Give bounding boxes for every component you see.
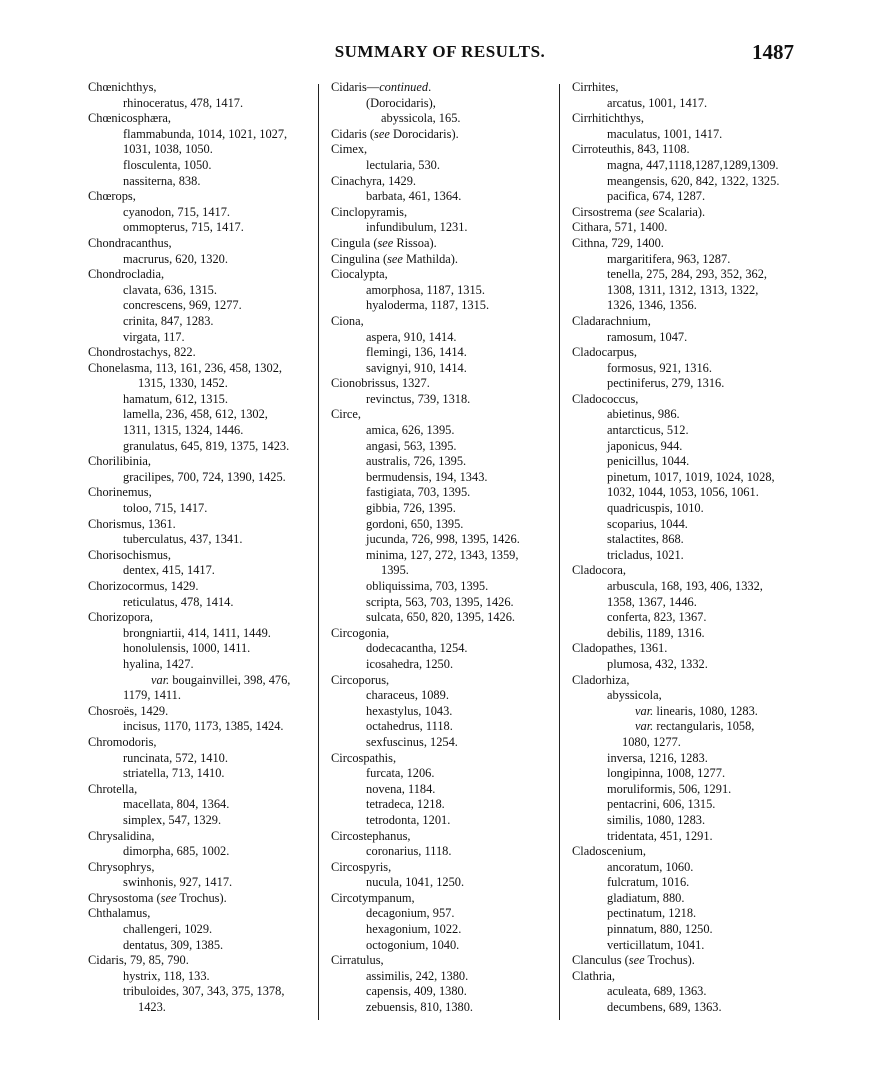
index-heading: Cinclopyramis, xyxy=(331,204,408,219)
index-subentry: macellata, 804, 1364. xyxy=(123,797,230,812)
index-subentry: dentex, 415, 1417. xyxy=(123,563,215,578)
index-subentry: 1315, 1330, 1452. xyxy=(138,376,228,391)
index-subentry: stalactites, 868. xyxy=(607,532,684,547)
index-heading: Cladocora, xyxy=(572,563,627,578)
index-subentry: maculatus, 1001, 1417. xyxy=(607,126,723,141)
index-heading: Circospyris, xyxy=(331,859,392,874)
index-subentry: octahedrus, 1118. xyxy=(366,719,453,734)
index-subentry: dentatus, 309, 1385. xyxy=(123,937,224,952)
index-subentry: 1326, 1346, 1356. xyxy=(607,298,697,313)
index-subentry: reticulatus, 478, 1414. xyxy=(123,594,234,609)
index-heading: Chœnichthys, xyxy=(88,80,157,94)
index-subentry: barbata, 461, 1364. xyxy=(366,189,462,204)
index-subentry: savignyi, 910, 1414. xyxy=(366,360,467,375)
index-subentry: tenella, 275, 284, 293, 352, 362, xyxy=(607,267,768,282)
index-heading: Cingula (see Rissoa). xyxy=(331,235,437,250)
index-subentry: hamatum, 612, 1315. xyxy=(123,391,228,406)
index-subentry: pectinatum, 1218. xyxy=(607,906,697,921)
index-subentry: amica, 626, 1395. xyxy=(366,423,455,438)
index-subentry: arbuscula, 168, 193, 406, 1332, xyxy=(607,579,763,593)
index-heading: Chrysophrys, xyxy=(88,859,155,874)
index-subentry: granulatus, 645, 819, 1375, 1423. xyxy=(123,438,290,453)
index-subentry: virgata, 117. xyxy=(123,329,185,344)
index-subentry: inversa, 1216, 1283. xyxy=(607,750,708,765)
index-subentry: zebuensis, 810, 1380. xyxy=(366,1000,474,1015)
index-heading: Chœrops, xyxy=(88,189,136,204)
index-subentry: verticillatum, 1041. xyxy=(607,937,705,952)
index-heading: Circe, xyxy=(331,407,361,422)
index-subentry: decagonium, 957. xyxy=(366,906,455,921)
index-subentry: clavata, 636, 1315. xyxy=(123,282,217,297)
index-subentry: bermudensis, 194, 1343. xyxy=(366,469,488,484)
index-subentry: minima, 127, 272, 1343, 1359, xyxy=(366,547,519,562)
index-subentry: incisus, 1170, 1173, 1385, 1424. xyxy=(123,719,284,734)
index-heading: Cirsostrema (see Scalaria). xyxy=(572,204,706,219)
index-heading: Chthalamus, xyxy=(88,906,151,921)
index-subentry: var. linearis, 1080, 1283. xyxy=(635,703,758,718)
index-subentry: aspera, 910, 1414. xyxy=(366,329,457,344)
index-subentry: dodecacantha, 1254. xyxy=(366,641,468,656)
index-subentry: tridentata, 451, 1291. xyxy=(607,828,713,843)
index-heading: Cladococcus, xyxy=(572,391,639,406)
index-heading: Cirroteuthis, 843, 1108. xyxy=(572,142,690,157)
index-heading: Circotympanum, xyxy=(331,890,415,905)
index-subentry: octogonium, 1040. xyxy=(366,937,460,952)
index-subentry: flosculenta, 1050. xyxy=(123,157,212,172)
index-subentry: antarcticus, 512. xyxy=(607,423,689,438)
index-subentry: runcinata, 572, 1410. xyxy=(123,750,228,765)
index-subentry: scoparius, 1044. xyxy=(607,516,688,531)
index-subentry: jucunda, 726, 998, 1395, 1426. xyxy=(366,532,520,547)
index-heading: Chorinemus, xyxy=(88,485,152,500)
index-heading: Cladopathes, 1361. xyxy=(572,641,668,656)
index-heading: Chorisochismus, xyxy=(88,547,171,562)
index-subentry: honolulensis, 1000, 1411. xyxy=(123,641,251,656)
index-subentry: pacifica, 674, 1287. xyxy=(607,189,706,204)
index-column-2 xyxy=(331,80,553,1016)
index-subentry: arcatus, 1001, 1417. xyxy=(607,95,708,110)
index-heading: Circospathis, xyxy=(331,750,397,765)
index-subentry: hyaloderma, 1187, 1315. xyxy=(366,298,490,313)
index-subentry: var. rectangularis, 1058, xyxy=(635,719,755,734)
index-heading: Cithna, 729, 1400. xyxy=(572,235,664,250)
index-subentry: gladiatum, 880. xyxy=(607,890,685,905)
index-subentry: 1080, 1277. xyxy=(622,734,681,749)
index-heading: Circoporus, xyxy=(331,672,390,687)
index-subentry: lamella, 236, 458, 612, 1302, xyxy=(123,407,268,422)
index-subentry: swinhonis, 927, 1417. xyxy=(123,875,233,890)
index-subentry: nucula, 1041, 1250. xyxy=(366,875,465,890)
index-subentry: formosus, 921, 1316. xyxy=(607,360,712,375)
index-heading: Chrysalidina, xyxy=(88,828,155,843)
index-heading: Cidaris—continued. xyxy=(331,80,432,94)
index-heading: Chorizopora, xyxy=(88,610,154,625)
index-subentry: 1395. xyxy=(381,563,409,578)
index-subentry: coronarius, 1118. xyxy=(366,844,452,859)
index-subentry: pinetum, 1017, 1019, 1024, 1028, xyxy=(607,469,775,484)
index-column-3 xyxy=(572,80,804,1016)
index-subentry: 1179, 1411. xyxy=(123,688,181,703)
index-subentry: gibbia, 726, 1395. xyxy=(366,501,456,516)
index-subentry: pentacrini, 606, 1315. xyxy=(607,797,716,812)
index-subentry: hyalina, 1427. xyxy=(123,656,194,671)
index-heading: Cidaris (see Dorocidaris). xyxy=(331,126,459,141)
index-heading: Chorizocormus, 1429. xyxy=(88,579,199,593)
index-subentry: lectularia, 530. xyxy=(366,157,440,172)
index-subentry: hexastylus, 1043. xyxy=(366,703,453,718)
index-subentry: sulcata, 650, 820, 1395, 1426. xyxy=(366,610,516,625)
index-subentry: hystrix, 118, 133. xyxy=(123,968,210,983)
index-subentry: crinita, 847, 1283. xyxy=(123,313,214,328)
index-subentry: quadricuspis, 1010. xyxy=(607,501,704,516)
index-subentry: tetrodonta, 1201. xyxy=(366,812,451,827)
page-title: SUMMARY OF RESULTS. xyxy=(334,42,546,61)
index-subentry: plumosa, 432, 1332. xyxy=(607,656,708,671)
index-subentry: dimorpha, 685, 1002. xyxy=(123,844,230,859)
index-heading: Chondrostachys, 822. xyxy=(88,345,196,360)
index-subentry: (Dorocidaris), xyxy=(366,95,436,110)
page-header xyxy=(0,0,880,70)
index-subentry: toloo, 715, 1417. xyxy=(123,501,208,516)
index-heading: Cirrhitichthys, xyxy=(572,111,644,126)
index-subentry: characeus, 1089. xyxy=(366,688,449,703)
page-number: 1487 xyxy=(752,40,794,64)
index-subentry: australis, 726, 1395. xyxy=(366,454,467,469)
index-subentry: abyssicola, 165. xyxy=(381,111,461,126)
index-subentry: revinctus, 739, 1318. xyxy=(366,391,471,406)
index-subentry: margaritifera, 963, 1287. xyxy=(607,251,731,266)
index-heading: Cidaris, 79, 85, 790. xyxy=(88,953,189,968)
index-subentry: 1032, 1044, 1053, 1056, 1061. xyxy=(607,485,759,500)
index-subentry: concrescens, 969, 1277. xyxy=(123,298,242,313)
index-heading: Cinachyra, 1429. xyxy=(331,173,416,188)
index-subentry: gracilipes, 700, 724, 1390, 1425. xyxy=(123,469,286,484)
column-divider xyxy=(318,84,319,1020)
index-heading: Cithara, 571, 1400. xyxy=(572,220,668,235)
index-subentry: brongniartii, 414, 1411, 1449. xyxy=(123,625,271,640)
index-heading: Circogonia, xyxy=(331,625,390,640)
index-subentry: pinnatum, 880, 1250. xyxy=(607,922,713,937)
index-subentry: tuberculatus, 437, 1341. xyxy=(123,532,243,547)
index-subentry: assimilis, 242, 1380. xyxy=(366,968,469,983)
index-heading: Cladarachnium, xyxy=(572,313,651,328)
index-subentry: infundibulum, 1231. xyxy=(366,220,468,235)
index-heading: Ciocalypta, xyxy=(331,267,388,282)
index-subentry: japonicus, 944. xyxy=(607,438,683,453)
index-heading: Cirratulus, xyxy=(331,953,384,968)
index-subentry: 1308, 1311, 1312, 1313, 1322, xyxy=(607,282,759,297)
index-subentry: penicillus, 1044. xyxy=(607,454,690,469)
index-subentry: flemingi, 136, 1414. xyxy=(366,345,467,360)
index-subentry: scripta, 563, 703, 1395, 1426. xyxy=(366,594,514,609)
index-subentry: ancoratum, 1060. xyxy=(607,859,694,874)
index-heading: Chromodoris, xyxy=(88,734,157,749)
index-heading: Chondrocladia, xyxy=(88,267,165,282)
index-subentry: capensis, 409, 1380. xyxy=(366,984,467,999)
index-subentry: rhinoceratus, 478, 1417. xyxy=(123,95,244,110)
index-subentry: 1423. xyxy=(138,1000,166,1015)
index-subentry: ommopterus, 715, 1417. xyxy=(123,220,244,235)
index-subentry: flammabunda, 1014, 1021, 1027, xyxy=(123,126,288,141)
index-subentry: pectiniferus, 279, 1316. xyxy=(607,376,725,391)
index-heading: Circostephanus, xyxy=(331,828,411,843)
index-heading: Chœnicosphæra, xyxy=(88,111,171,126)
index-subentry: debilis, 1189, 1316. xyxy=(607,625,705,640)
index-subentry: cyanodon, 715, 1417. xyxy=(123,204,231,219)
index-subentry: fastigiata, 703, 1395. xyxy=(366,485,471,500)
index-subentry: longipinna, 1008, 1277. xyxy=(607,766,726,781)
index-heading: Chrotella, xyxy=(88,781,138,796)
index-heading: Chorilibinia, xyxy=(88,454,151,469)
index-subentry: meangensis, 620, 842, 1322, 1325. xyxy=(607,173,780,188)
index-heading: Cladocarpus, xyxy=(572,345,638,360)
index-heading: Cionobrissus, 1327. xyxy=(331,376,430,391)
index-heading: Chrysostoma (see Trochus). xyxy=(88,890,227,905)
index-subentry: ramosum, 1047. xyxy=(607,329,688,344)
index-subentry: magna, 447,1118,1287,1289,1309. xyxy=(607,157,779,172)
index-subentry: tribuloides, 307, 343, 375, 1378, xyxy=(123,984,285,999)
index-subentry: tricladus, 1021. xyxy=(607,547,684,562)
index-subentry: conferta, 823, 1367. xyxy=(607,610,707,625)
index-subentry: abyssicola, xyxy=(607,688,662,703)
index-heading: Cirrhites, xyxy=(572,80,619,94)
index-heading: Chonelasma, 113, 161, 236, 458, 1302, xyxy=(88,360,282,375)
index-subentry: var. bougainvillei, 398, 476, xyxy=(151,672,291,687)
index-heading: Cimex, xyxy=(331,142,368,157)
index-subentry: obliquissima, 703, 1395. xyxy=(366,579,489,593)
index-subentry: moruliformis, 506, 1291. xyxy=(607,781,732,796)
index-subentry: gordoni, 650, 1395. xyxy=(366,516,464,531)
index-subentry: decumbens, 689, 1363. xyxy=(607,1000,722,1015)
index-subentry: similis, 1080, 1283. xyxy=(607,812,706,827)
index-subentry: aculeata, 689, 1363. xyxy=(607,984,707,999)
index-subentry: 1311, 1315, 1324, 1446. xyxy=(123,423,244,438)
index-heading: Chosroës, 1429. xyxy=(88,703,169,718)
index-subentry: macrurus, 620, 1320. xyxy=(123,251,228,266)
index-heading: Ciona, xyxy=(331,313,364,328)
index-heading: Clanculus (see Trochus). xyxy=(572,953,695,968)
index-subentry: nassiterna, 838. xyxy=(123,173,201,188)
index-subentry: tetradeca, 1218. xyxy=(366,797,445,812)
index-subentry: hexagonium, 1022. xyxy=(366,922,462,937)
index-subentry: 1358, 1367, 1446. xyxy=(607,594,697,609)
index-heading: Chondracanthus, xyxy=(88,235,172,250)
index-subentry: furcata, 1206. xyxy=(366,766,435,781)
index-heading: Clathria, xyxy=(572,968,616,983)
index-subentry: icosahedra, 1250. xyxy=(366,656,454,671)
index-subentry: angasi, 563, 1395. xyxy=(366,438,457,453)
index-heading: Chorismus, 1361. xyxy=(88,516,176,531)
index-heading: Cingulina (see Mathilda). xyxy=(331,251,458,266)
index-subentry: novena, 1184. xyxy=(366,781,436,796)
index-subentry: striatella, 713, 1410. xyxy=(123,766,225,781)
column-divider xyxy=(559,84,560,1020)
index-subentry: sexfuscinus, 1254. xyxy=(366,734,458,749)
index-column-1 xyxy=(88,80,316,1016)
index-subentry: fulcratum, 1016. xyxy=(607,875,690,890)
index-subentry: simplex, 547, 1329. xyxy=(123,812,222,827)
index-subentry: 1031, 1038, 1050. xyxy=(123,142,213,157)
index-heading: Cladorhiza, xyxy=(572,672,630,687)
index-subentry: challengeri, 1029. xyxy=(123,922,213,937)
index-subentry: abietinus, 986. xyxy=(607,407,680,422)
index-heading: Cladoscenium, xyxy=(572,844,646,859)
index-subentry: amorphosa, 1187, 1315. xyxy=(366,282,485,297)
